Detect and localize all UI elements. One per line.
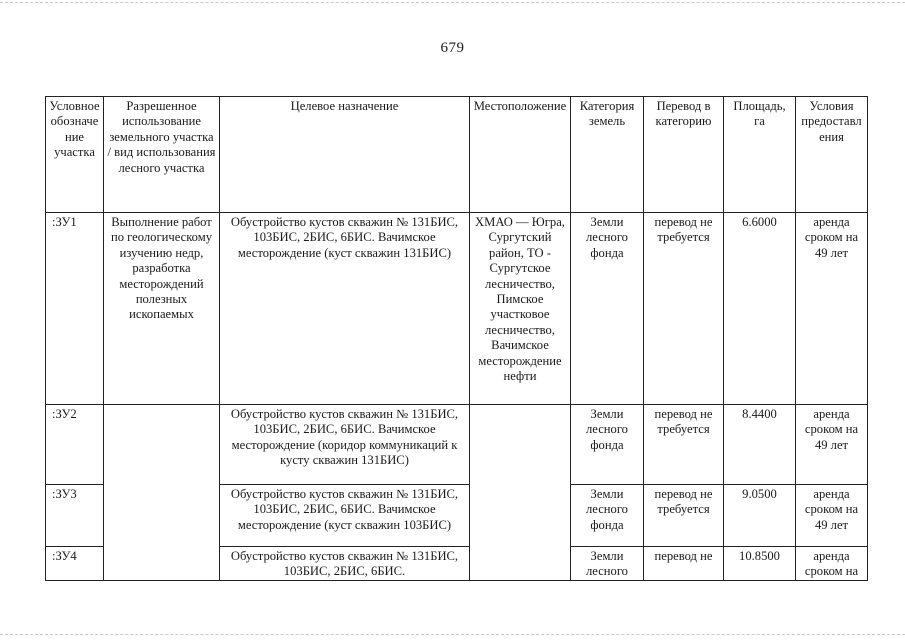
table-header-row	[46, 97, 868, 213]
cell-category: Земли лесного фонда	[571, 485, 644, 547]
cell-purpose: Обустройство кустов скважин № 131БИС, 103БИС, 2БИС, 6БИС. Вачимское месторождение (куст скважин 131БИС)	[220, 213, 470, 405]
table-row	[46, 405, 868, 485]
land-plots-table	[45, 96, 868, 581]
header-designation: Условное обозначение участка	[46, 97, 104, 213]
cell-area: 9.0500	[724, 485, 796, 547]
cell-terms: аренда сроком на 49 лет	[796, 213, 868, 405]
header-terms: Условия предоставления	[796, 97, 868, 213]
cell-terms: аренда сроком на	[796, 547, 868, 581]
cell-transfer: перевод не требуется	[644, 213, 724, 405]
cell-permitted-use: Выполнение работ по геологическому изучению недр, разработка месторождений полезных ископаемых	[104, 213, 220, 405]
cell-designation: :ЗУ2	[46, 405, 104, 485]
cell-area: 6.6000	[724, 213, 796, 405]
table-row	[46, 213, 868, 405]
cell-category: Земли лесного фонда	[571, 405, 644, 485]
page-number: 679	[440, 40, 465, 56]
header-transfer: Перевод в категорию	[644, 97, 724, 213]
cell-purpose: Обустройство кустов скважин № 131БИС, 103БИС, 2БИС, 6БИС.	[220, 547, 470, 581]
cell-category: Земли лесного фонда	[571, 213, 644, 405]
scan-edge-top	[0, 2, 905, 3]
cell-designation: :ЗУ1	[46, 213, 104, 405]
cell-transfer: перевод не требуется	[644, 485, 724, 547]
header-area: Площадь, га	[724, 97, 796, 213]
cell-location-merged	[470, 405, 571, 581]
header-location: Местоположение	[470, 97, 571, 213]
cell-terms: аренда сроком на 49 лет	[796, 485, 868, 547]
cell-transfer: перевод не	[644, 547, 724, 581]
header-category: Категория земель	[571, 97, 644, 213]
header-purpose: Целевое назначение	[220, 97, 470, 213]
cell-purpose: Обустройство кустов скважин № 131БИС, 103БИС, 2БИС, 6БИС. Вачимское месторождение (коридор коммуникаций к кусту скважин 131БИС)	[220, 405, 470, 485]
cell-designation: :ЗУ4	[46, 547, 104, 581]
cell-designation: :ЗУ3	[46, 485, 104, 547]
cell-purpose: Обустройство кустов скважин № 131БИС, 103БИС, 2БИС, 6БИС. Вачимское месторождение (куст скважин 103БИС)	[220, 485, 470, 547]
cell-area: 8.4400	[724, 405, 796, 485]
cell-category: Земли лесного	[571, 547, 644, 581]
cell-permitted-use-merged	[104, 405, 220, 581]
cell-area: 10.8500	[724, 547, 796, 581]
cell-transfer: перевод не требуется	[644, 405, 724, 485]
cell-location: ХМАО — Югра, Сургутский район, ТО - Сургутское лесничество, Пимское участковое лесничество, Вачимское месторождение нефти	[470, 213, 571, 405]
scan-edge-bottom	[0, 634, 905, 635]
cell-terms: аренда сроком на 49 лет	[796, 405, 868, 485]
header-permitted-use: Разрешенное использование земельного участка / вид использования лесного участка	[104, 97, 220, 213]
